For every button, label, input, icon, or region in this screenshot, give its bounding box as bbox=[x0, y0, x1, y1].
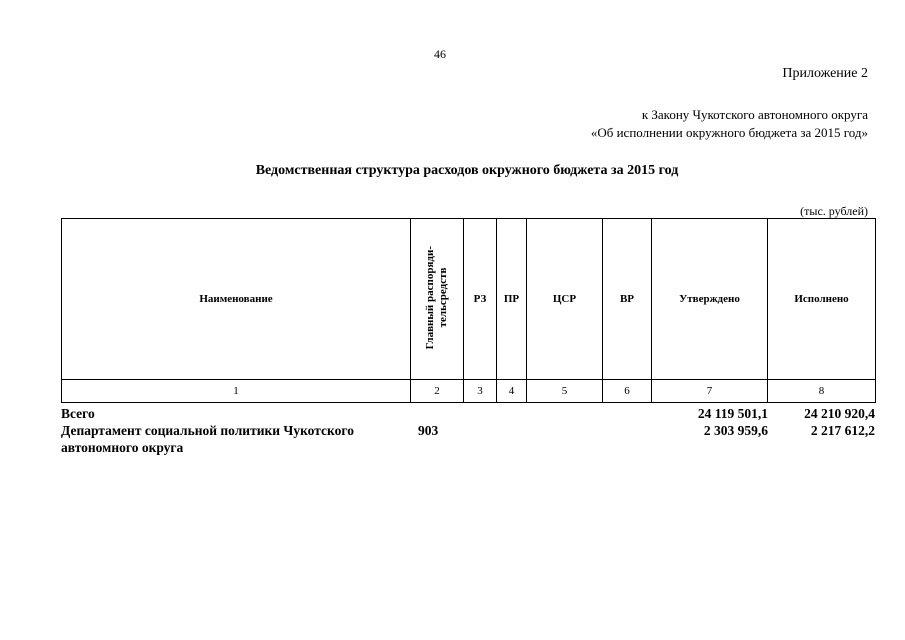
column-number: 4 bbox=[497, 380, 527, 403]
header-rz: РЗ bbox=[464, 219, 497, 380]
law-reference-line1: к Закону Чукотского автономного округа bbox=[641, 107, 868, 122]
table-row bbox=[61, 405, 875, 422]
row-name: Департамент социальной политики Чукотского автономного округа bbox=[61, 423, 354, 455]
row-approved: 24 119 501,1 bbox=[697, 406, 768, 421]
header-chief-manager-text: Главный распоряди- тельсредств bbox=[424, 245, 449, 350]
column-numbers-row bbox=[62, 380, 876, 403]
row-name: Всего bbox=[61, 406, 95, 421]
table-row bbox=[61, 422, 875, 456]
document-title: Ведомственная структура расходов окружного бюджета за 2015 год bbox=[255, 163, 679, 178]
column-number: 6 bbox=[603, 380, 652, 403]
header-approved: Утверждено bbox=[652, 219, 768, 380]
column-number: 2 bbox=[411, 380, 464, 403]
law-reference-line2: «Об исполнении окружного бюджета за 2015 год» bbox=[590, 125, 868, 140]
column-number: 5 bbox=[527, 380, 603, 403]
row-executed: 24 210 920,4 bbox=[804, 406, 875, 421]
budget-table bbox=[61, 218, 876, 403]
column-number: 7 bbox=[652, 380, 768, 403]
row-chief-manager bbox=[414, 405, 468, 422]
header-chief-manager bbox=[411, 219, 464, 380]
row-executed: 2 217 612,2 bbox=[810, 423, 875, 438]
units-label: (тыс. рублей) bbox=[800, 204, 868, 218]
column-number: 8 bbox=[768, 380, 876, 403]
row-approved: 2 303 959,6 bbox=[703, 423, 768, 438]
column-number: 1 bbox=[62, 380, 411, 403]
page-number: 46 bbox=[434, 47, 446, 61]
row-chief-manager: 903 bbox=[418, 423, 439, 438]
header-csr: ЦСР bbox=[527, 219, 603, 380]
law-reference bbox=[591, 106, 868, 142]
header-executed: Исполнено bbox=[768, 219, 876, 380]
data-rows bbox=[61, 405, 875, 456]
header-pr: ПР bbox=[497, 219, 527, 380]
header-name: Наименование bbox=[62, 219, 411, 380]
header-vr: ВР bbox=[603, 219, 652, 380]
column-number: 3 bbox=[464, 380, 497, 403]
appendix-label: Приложение 2 bbox=[782, 66, 868, 81]
